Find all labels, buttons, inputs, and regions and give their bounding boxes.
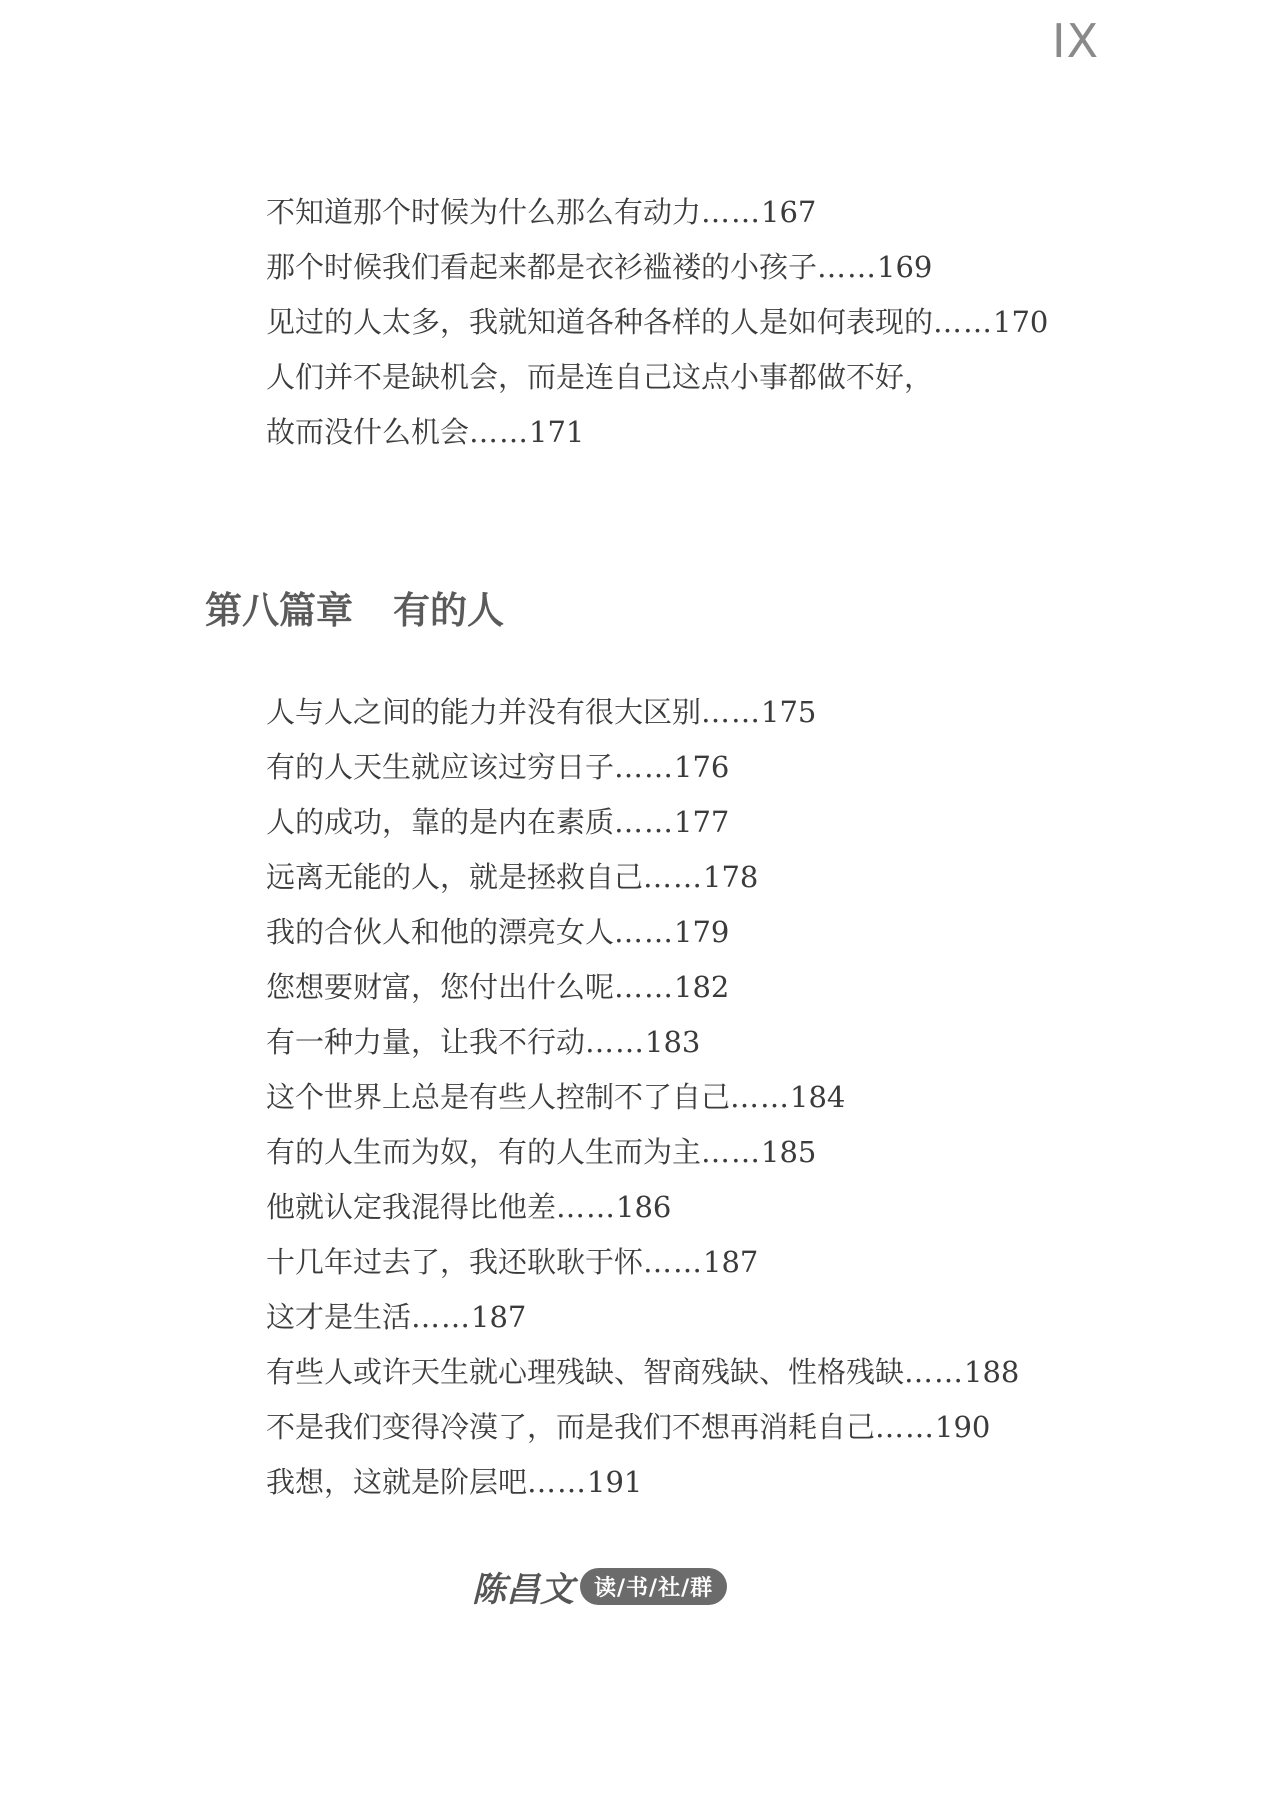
toc-entry[interactable] bbox=[266, 1352, 1019, 1407]
watermark-tag: 读/书/社/群 bbox=[580, 1568, 727, 1605]
toc-entry[interactable] bbox=[266, 912, 1019, 967]
toc-entry-page: 187 bbox=[703, 1245, 759, 1279]
toc-entry-title: 有一种力量，让我不行动 bbox=[266, 1025, 586, 1059]
toc-entry-title: 人们并不是缺机会，而是连自己这点小事都做不好， bbox=[266, 360, 934, 394]
toc-entry-leader: …… bbox=[614, 970, 675, 1004]
toc-entry-title: 远离无能的人，就是拯救自己 bbox=[266, 860, 644, 894]
toc-entry-title: 这才是生活 bbox=[266, 1300, 412, 1334]
toc-entry-page: 167 bbox=[761, 195, 817, 229]
toc-entry[interactable] bbox=[266, 357, 1048, 412]
toc-entry-leader: …… bbox=[817, 250, 878, 284]
chapter-heading bbox=[205, 580, 504, 634]
toc-entry-title: 您想要财富，您付出什么呢 bbox=[266, 970, 615, 1004]
toc-entry-title: 人与人之间的能力并没有很大区别 bbox=[266, 695, 702, 729]
toc-entry-title: 我想，这就是阶层吧 bbox=[266, 1465, 528, 1499]
toc-entry-leader: …… bbox=[701, 195, 762, 229]
toc-entry-leader: …… bbox=[643, 860, 704, 894]
toc-entry-page: 179 bbox=[674, 915, 730, 949]
toc-entry-page: 185 bbox=[761, 1135, 817, 1169]
toc-entry-title: 有的人天生就应该过穷日子 bbox=[266, 750, 615, 784]
toc-entry-page: 171 bbox=[529, 415, 585, 449]
toc-entry-page: 190 bbox=[935, 1410, 991, 1444]
toc-entry-leader: …… bbox=[701, 695, 762, 729]
toc-entry-page: 175 bbox=[761, 695, 817, 729]
toc-entry-page: 178 bbox=[703, 860, 759, 894]
toc-entry-leader: …… bbox=[411, 1300, 472, 1334]
toc-entry-leader: …… bbox=[701, 1135, 762, 1169]
toc-entry-title: 那个时候我们看起来都是衣衫褴褛的小孩子 bbox=[266, 250, 818, 284]
toc-entry-page: 184 bbox=[790, 1080, 846, 1114]
toc-entry[interactable] bbox=[266, 1187, 1019, 1242]
toc-entry[interactable] bbox=[266, 802, 1019, 857]
chapter-number: 第八篇章 bbox=[205, 589, 353, 632]
toc-list-chapter-eight bbox=[266, 692, 1019, 1517]
toc-entry[interactable] bbox=[266, 692, 1019, 747]
toc-entry[interactable] bbox=[266, 1242, 1019, 1297]
toc-entry[interactable] bbox=[266, 302, 1048, 357]
toc-entry-title: 故而没什么机会 bbox=[266, 415, 470, 449]
toc-list-previous-chapter bbox=[266, 192, 1048, 467]
toc-entry-title: 有的人生而为奴，有的人生而为主 bbox=[266, 1135, 702, 1169]
toc-entry[interactable] bbox=[266, 747, 1019, 802]
toc-entry-page: 188 bbox=[964, 1355, 1020, 1389]
toc-entry-page: 170 bbox=[993, 305, 1049, 339]
toc-entry[interactable] bbox=[266, 1297, 1019, 1352]
toc-entry-title: 不是我们变得冷漠了，而是我们不想再消耗自己 bbox=[266, 1410, 876, 1444]
toc-entry-title: 有些人或许天生就心理残缺、智商残缺、性格残缺 bbox=[266, 1355, 905, 1389]
chapter-title: 有的人 bbox=[393, 589, 504, 632]
toc-entry-leader: …… bbox=[614, 805, 675, 839]
toc-entry-leader: …… bbox=[585, 1025, 646, 1059]
toc-entry-page: 169 bbox=[877, 250, 933, 284]
toc-entry[interactable] bbox=[266, 1407, 1019, 1462]
toc-entry[interactable] bbox=[266, 967, 1019, 1022]
toc-entry-page: 187 bbox=[471, 1300, 527, 1334]
toc-entry-leader: …… bbox=[933, 305, 994, 339]
watermark-name: 陈昌文 bbox=[472, 1570, 574, 1610]
toc-entry-page: 191 bbox=[587, 1465, 643, 1499]
toc-entry-page: 177 bbox=[674, 805, 730, 839]
toc-entry[interactable] bbox=[266, 192, 1048, 247]
toc-entry-title: 我的合伙人和他的漂亮女人 bbox=[266, 915, 615, 949]
toc-entry[interactable] bbox=[266, 1132, 1019, 1187]
page-number: IX bbox=[1052, 14, 1100, 68]
toc-entry-leader: …… bbox=[556, 1190, 617, 1224]
watermark-logo bbox=[472, 1562, 727, 1611]
toc-entry-leader: …… bbox=[730, 1080, 791, 1114]
toc-entry-leader: …… bbox=[527, 1465, 588, 1499]
toc-entry-title: 这个世界上总是有些人控制不了自己 bbox=[266, 1080, 731, 1114]
toc-entry[interactable] bbox=[266, 1077, 1019, 1132]
toc-entry-page: 186 bbox=[616, 1190, 672, 1224]
toc-entry-page: 176 bbox=[674, 750, 730, 784]
toc-entry-title: 人的成功，靠的是内在素质 bbox=[266, 805, 615, 839]
toc-entry-leader: …… bbox=[875, 1410, 936, 1444]
toc-entry[interactable] bbox=[266, 412, 1048, 467]
toc-entry-leader: …… bbox=[643, 1245, 704, 1279]
toc-entry-title: 不知道那个时候为什么那么有动力 bbox=[266, 195, 702, 229]
toc-entry[interactable] bbox=[266, 1462, 1019, 1517]
toc-entry-leader: …… bbox=[469, 415, 530, 449]
toc-entry[interactable] bbox=[266, 1022, 1019, 1077]
toc-entry[interactable] bbox=[266, 247, 1048, 302]
toc-entry-page: 182 bbox=[674, 970, 730, 1004]
toc-entry-leader: …… bbox=[904, 1355, 965, 1389]
toc-entry[interactable] bbox=[266, 857, 1019, 912]
toc-entry-title: 见过的人太多，我就知道各种各样的人是如何表现的 bbox=[266, 305, 934, 339]
toc-entry-title: 他就认定我混得比他差 bbox=[266, 1190, 557, 1224]
toc-entry-page: 183 bbox=[645, 1025, 701, 1059]
toc-entry-leader: …… bbox=[614, 750, 675, 784]
toc-entry-leader: …… bbox=[614, 915, 675, 949]
toc-entry-title: 十几年过去了，我还耿耿于怀 bbox=[266, 1245, 644, 1279]
